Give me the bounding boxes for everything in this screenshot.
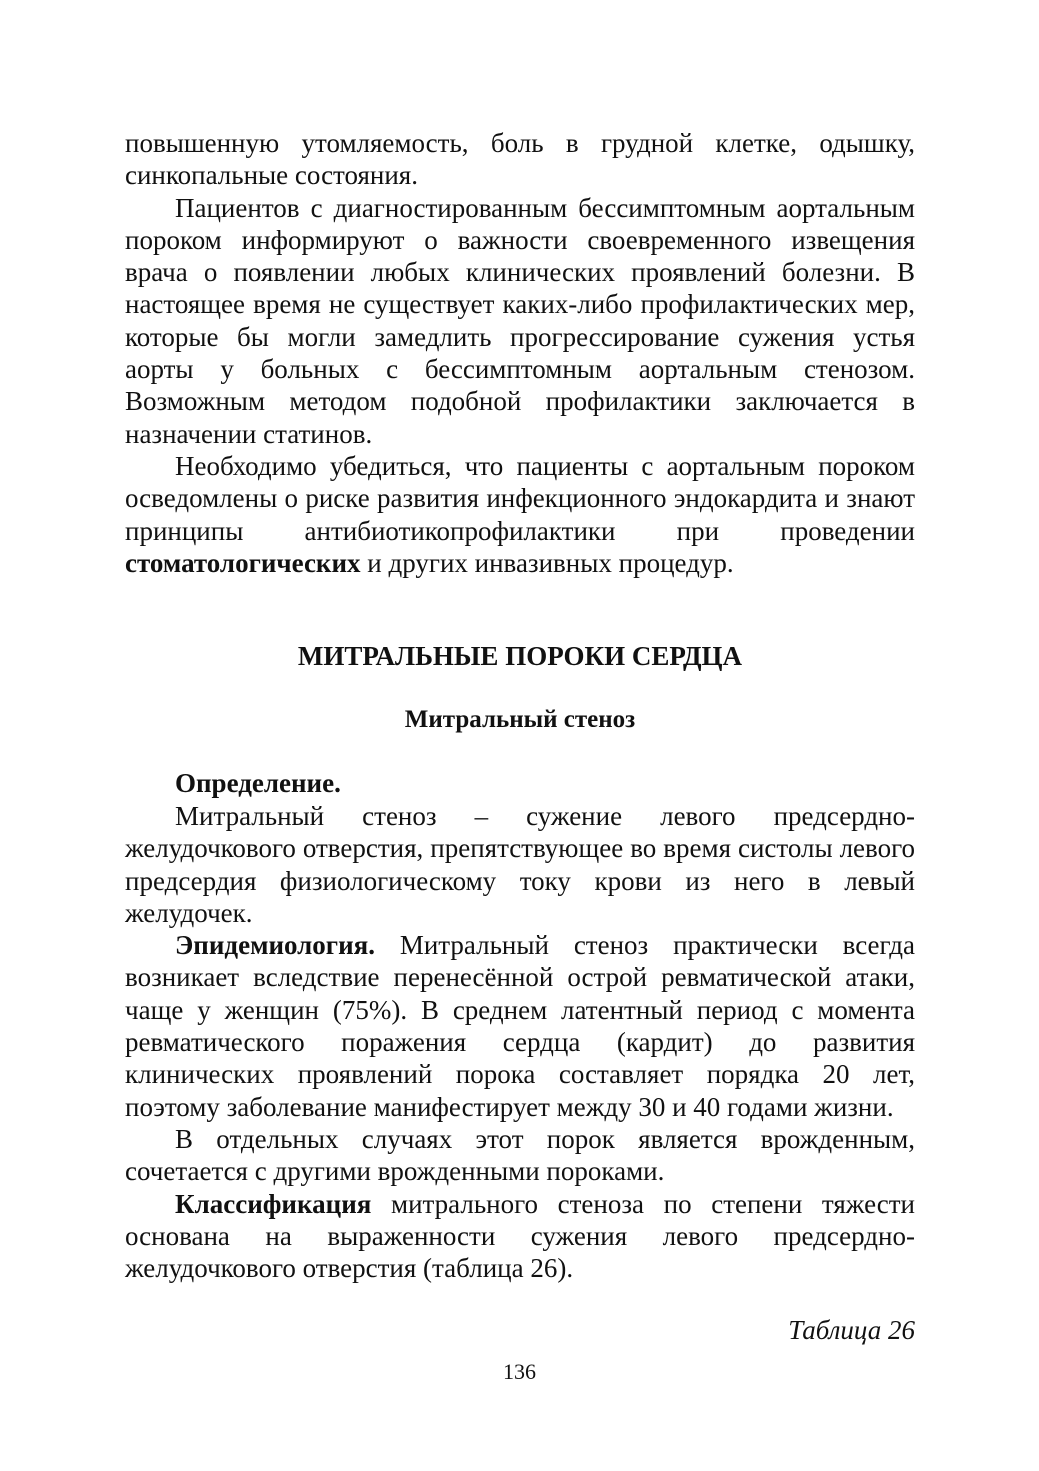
paragraph-endocarditis	[125, 450, 915, 579]
page-number: 136	[503, 1359, 536, 1384]
paragraph-classification	[125, 1188, 915, 1285]
epidemiology-text: Митральный стеноз практически всегда возникает вследствие перенесённой острой ревматической атаки, чаще у женщин (75%). В среднем латентный период с момента ревматического поражения сердца (кардит) до развития клинических проявлений порока составляет порядка 20 лет, поэтому заболевание манифестирует между 30 и 40 годами жизни.	[125, 930, 915, 1122]
top-text-block	[125, 127, 915, 579]
endocarditis-text: Необходимо убедиться, что пациенты с аортальным пороком осведомлены о риске развития инфекционного эндокардита и знают принципы антибиотикопрофилактики при проведении	[125, 450, 915, 546]
body-text-block	[125, 800, 915, 1284]
section-title: МИТРАЛЬНЫЕ ПОРОКИ СЕРДЦА	[297, 641, 743, 671]
subsection-title: Митральный стеноз	[404, 706, 636, 733]
classification-label: Классификация	[175, 1188, 372, 1219]
epidemiology-label: Эпидемиология.	[175, 930, 375, 961]
paragraph-epidemiology	[125, 929, 915, 1123]
table-caption: Таблица 26	[788, 1315, 915, 1345]
dental-bold-term: стоматологических	[125, 547, 361, 578]
endocarditis-tail: и других инвазивных процедур.	[360, 547, 734, 578]
paragraph-congenital: В отдельных случаях этот порок является врожденным, сочетается с другими врожденными пороками.	[125, 1123, 915, 1187]
paragraph-definition: Митральный стеноз – сужение левого предсердно-желудочкового отверстия, препятствующее во время систолы левого предсердия физиологическому току крови из него в левый желудочек.	[125, 801, 915, 928]
classification-text: митрального стеноза по степени тяжести основана на выраженности сужения левого предсердно-желудочкового отверстия (таблица 26).	[125, 1188, 915, 1284]
paragraph-continuation: повышенную утомляемость, боль в грудной клетке, одышку, синкопальные состояния.	[125, 128, 915, 191]
definition-heading: Определение.	[175, 768, 341, 798]
paragraph-asymptomatic: Пациентов с диагностированным бессимптомным аортальным пороком информируют о важности своевременного извещения врача о появлении любых клинических проявлений болезни. В настоящее время не существует каких-либо профилактических мер, которые бы могли замедлить прогрессирование сужения устья аорты у больных с бессимптомным аортальным стенозом. Возможным методом подобной профилактики заключается в назначении статинов.	[125, 192, 915, 449]
